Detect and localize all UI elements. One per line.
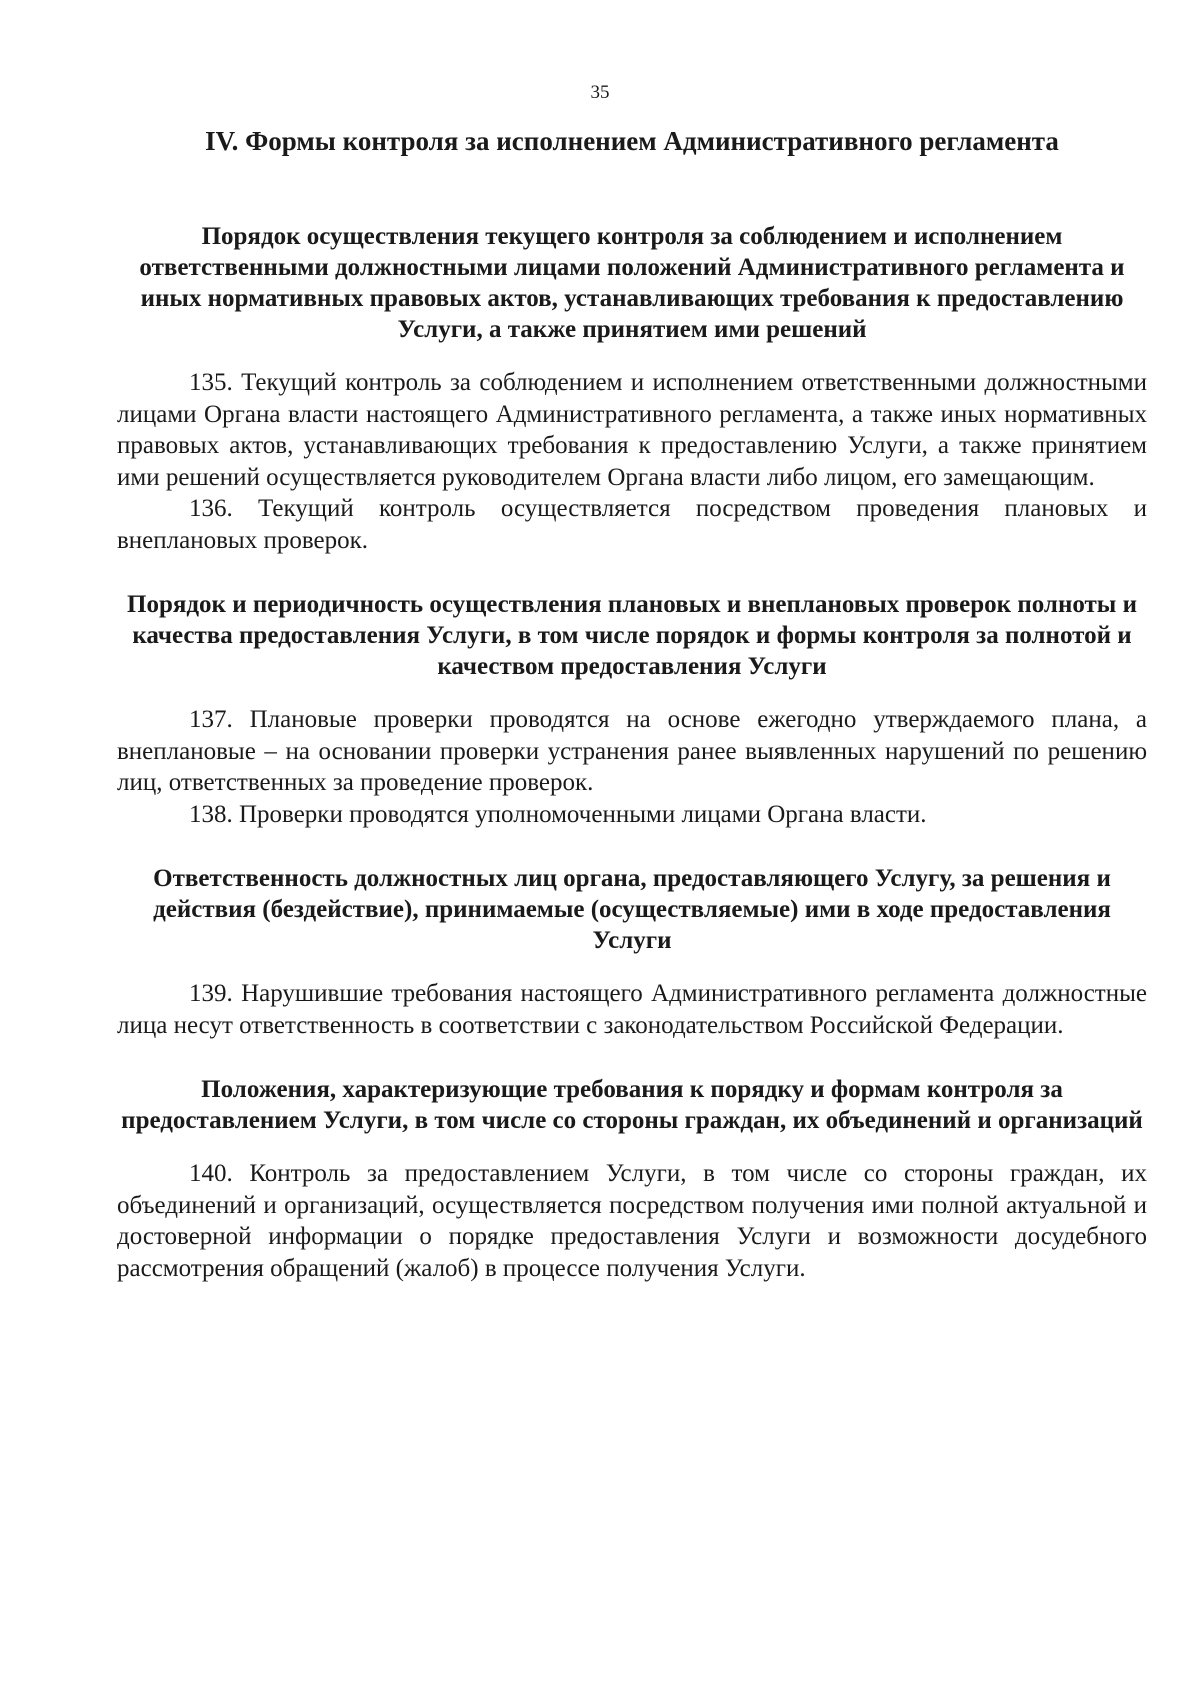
paragraph-139: 139. Нарушившие требования настоящего Административного регламента должностные лица несут ответственность в соответствии с законодательством Российской Федерации.: [117, 980, 1147, 1039]
paragraph-135: 135. Текущий контроль за соблюдением и исполнением ответственными должностными лицами Органа власти настоящего Административного регламента, а также иных нормативных правовых актов, устанавливающих требования к предоставлению Услуги, а также принятием ими решений осуществляется руководителем Органа власти либо лицом, его замещающим.: [117, 369, 1147, 491]
subheading-responsibility: Ответственность должностных лиц органа, предоставляющего Услугу, за решения и действия (бездействие), принимаемые (осуществляемые) ими в ходе предоставления Услуги: [153, 865, 1111, 954]
section-block-public-control: [117, 1074, 1147, 1284]
subheading-inspections: Порядок и периодичность осуществления плановых и внеплановых проверок полноты и качества предоставления Услуги, в том числе порядок и формы контроля за полнотой и качеством предоставления Услуги: [127, 591, 1137, 680]
subheading-public-control: Положения, характеризующие требования к порядку и формам контроля за предоставлением Услуги, в том числе со стороны граждан, их объединений и организаций: [121, 1076, 1143, 1134]
section-block-responsibility: [117, 863, 1147, 1041]
section-block-inspections: [117, 589, 1147, 830]
section-title: IV. Формы контроля за исполнением Административного регламента: [205, 126, 1059, 156]
paragraph-136: 136. Текущий контроль осуществляется посредством проведения плановых и внеплановых проверок.: [117, 495, 1147, 554]
paragraph-137: 137. Плановые проверки проводятся на основе ежегодно утверждаемого плана, а внеплановые – на основании проверки устранения ранее выявленных нарушений по решению лиц, ответственных за проведение проверок.: [117, 706, 1147, 796]
document-body: [117, 126, 1147, 1284]
section-block-current-control: [117, 221, 1147, 556]
paragraph-140: 140. Контроль за предоставлением Услуги, в том числе со стороны граждан, их объединений и организаций, осуществляется посредством получения ими полной актуальной и достоверной информации о порядке предоставления Услуги и возможности досудебного рассмотрения обращений (жалоб) в процессе получения Услуги.: [117, 1160, 1147, 1282]
paragraph-138: 138. Проверки проводятся уполномоченными лицами Органа власти.: [189, 800, 927, 828]
subheading-current-control: Порядок осуществления текущего контроля за соблюдением и исполнением ответственными должностными лицами положений Административного регламента и иных нормативных правовых актов, устанавливающих требования к предоставлению Услуги, а также принятием ими решений: [139, 223, 1125, 343]
page-number: 35: [590, 82, 610, 103]
